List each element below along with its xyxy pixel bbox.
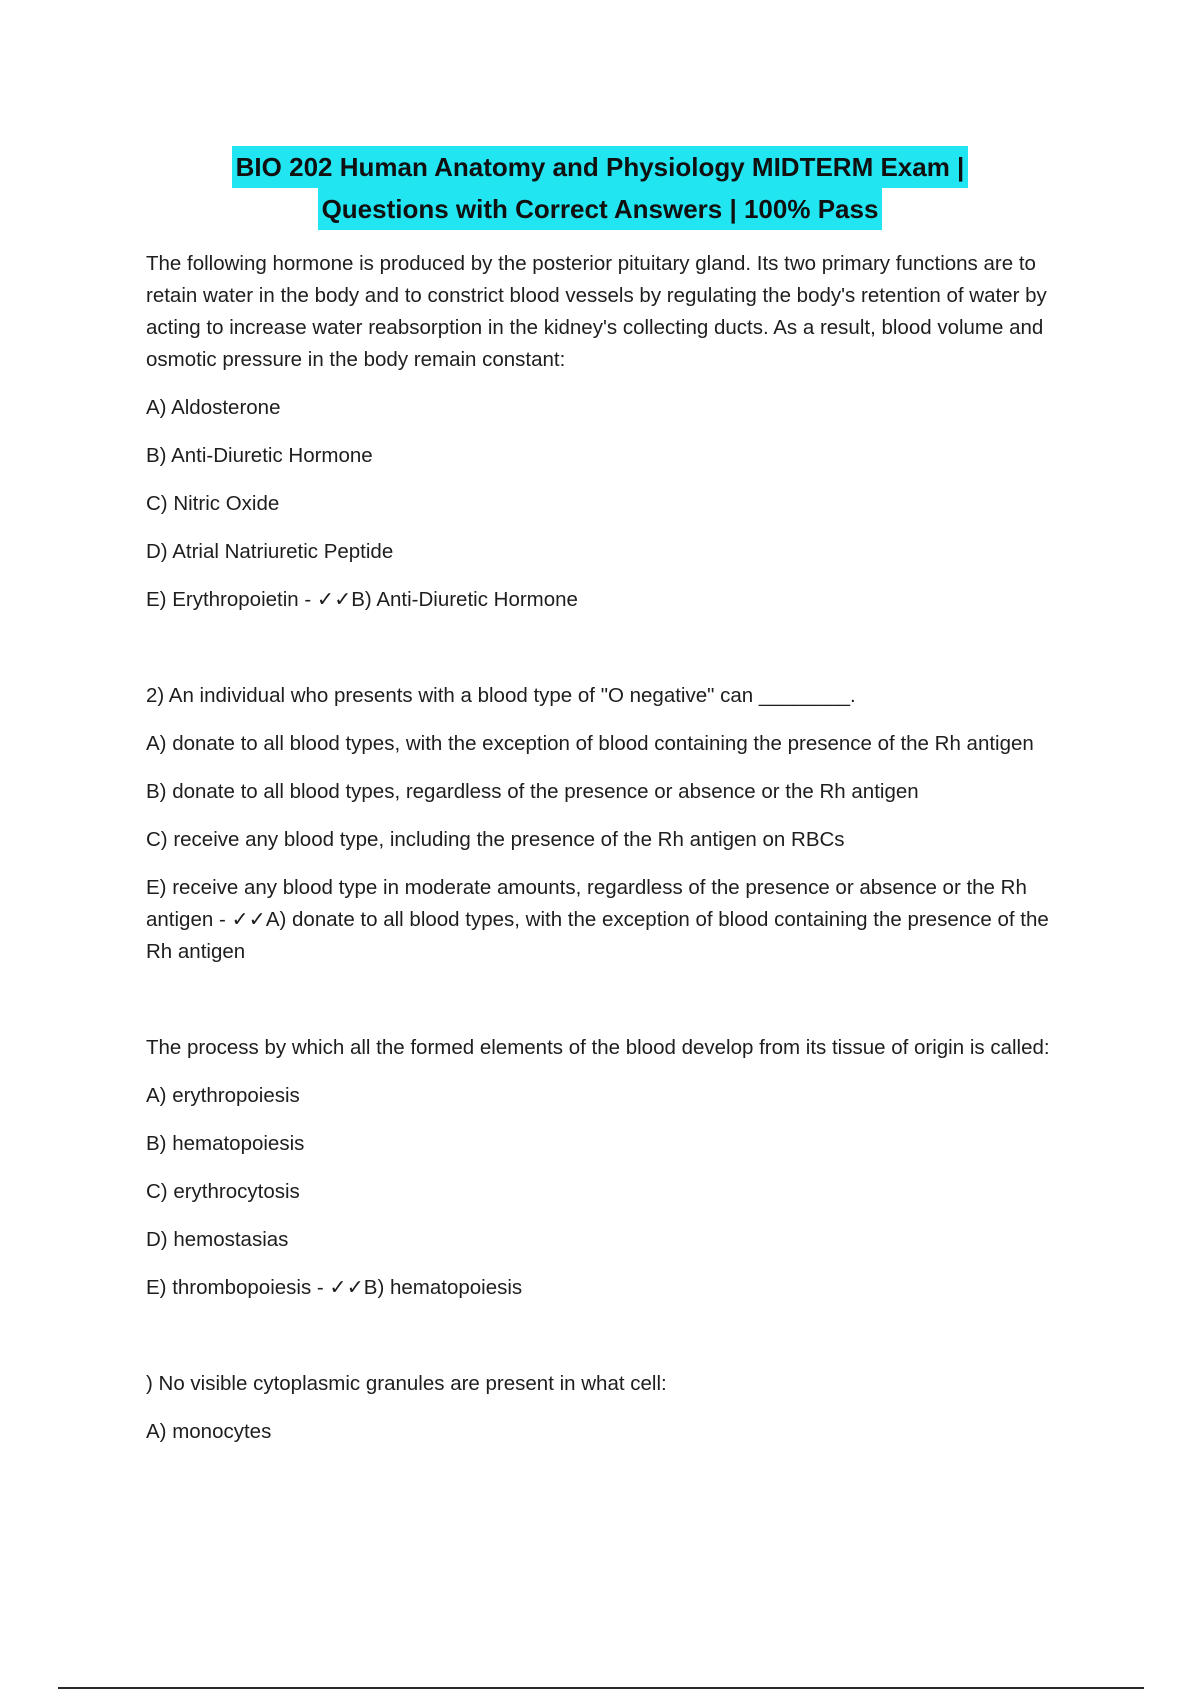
question-prompt: The process by which all the formed elements of the blood develop from its tissue of origin is called: xyxy=(146,1036,1050,1059)
answer-option: D) hemostasias xyxy=(146,1228,289,1251)
answer-option: B) hematopoiesis xyxy=(146,1132,305,1155)
answer-option: A) erythropoiesis xyxy=(146,1084,300,1107)
question-block xyxy=(146,248,1066,616)
question-block xyxy=(146,1368,1066,1448)
answer-option-with-key: E) thrombopoiesis - ✓✓B) hematopoiesis xyxy=(146,1276,523,1299)
question-list xyxy=(146,248,1066,1464)
answer-option-with-key: E) receive any blood type in moderate amounts, regardless of the presence or absence or the Rh antigen - ✓✓A) donate to all blood types, with the exception of blood containing the presence of the Rh antigen xyxy=(146,876,1049,963)
title-line-2: Questions with Correct Answers | 100% Pass xyxy=(318,188,883,230)
question-block xyxy=(146,1032,1066,1304)
page-bottom-rule xyxy=(58,1687,1144,1689)
answer-option: A) donate to all blood types, with the exception of blood containing the presence of the Rh antigen xyxy=(146,732,1034,755)
title-line-1: BIO 202 Human Anatomy and Physiology MIDTERM Exam | xyxy=(232,146,969,188)
document-title xyxy=(0,146,1200,230)
answer-option: A) Aldosterone xyxy=(146,396,281,419)
question-spacer xyxy=(146,984,1066,1032)
answer-option: A) monocytes xyxy=(146,1420,272,1443)
answer-option: B) donate to all blood types, regardless of the presence or absence or the Rh antigen xyxy=(146,780,919,803)
answer-option: C) erythrocytosis xyxy=(146,1180,300,1203)
answer-option-with-key: E) Erythropoietin - ✓✓B) Anti-Diuretic Hormone xyxy=(146,588,578,611)
question-block xyxy=(146,680,1066,968)
question-prompt: ) No visible cytoplasmic granules are present in what cell: xyxy=(146,1372,667,1395)
question-prompt: The following hormone is produced by the posterior pituitary gland. Its two primary functions are to retain water in the body and to constrict blood vessels by regulating the body's retention of water by acting to increase water reabsorption in the kidney's collecting ducts. As a result, blood volume and osmotic pressure in the body remain constant: xyxy=(146,252,1047,371)
answer-option: C) Nitric Oxide xyxy=(146,492,280,515)
question-prompt: 2) An individual who presents with a blood type of "O negative" can ________. xyxy=(146,684,856,707)
answer-option: B) Anti-Diuretic Hormone xyxy=(146,444,373,467)
question-spacer xyxy=(146,1320,1066,1368)
question-spacer xyxy=(146,632,1066,680)
answer-option: D) Atrial Natriuretic Peptide xyxy=(146,540,394,563)
answer-option: C) receive any blood type, including the presence of the Rh antigen on RBCs xyxy=(146,828,845,851)
